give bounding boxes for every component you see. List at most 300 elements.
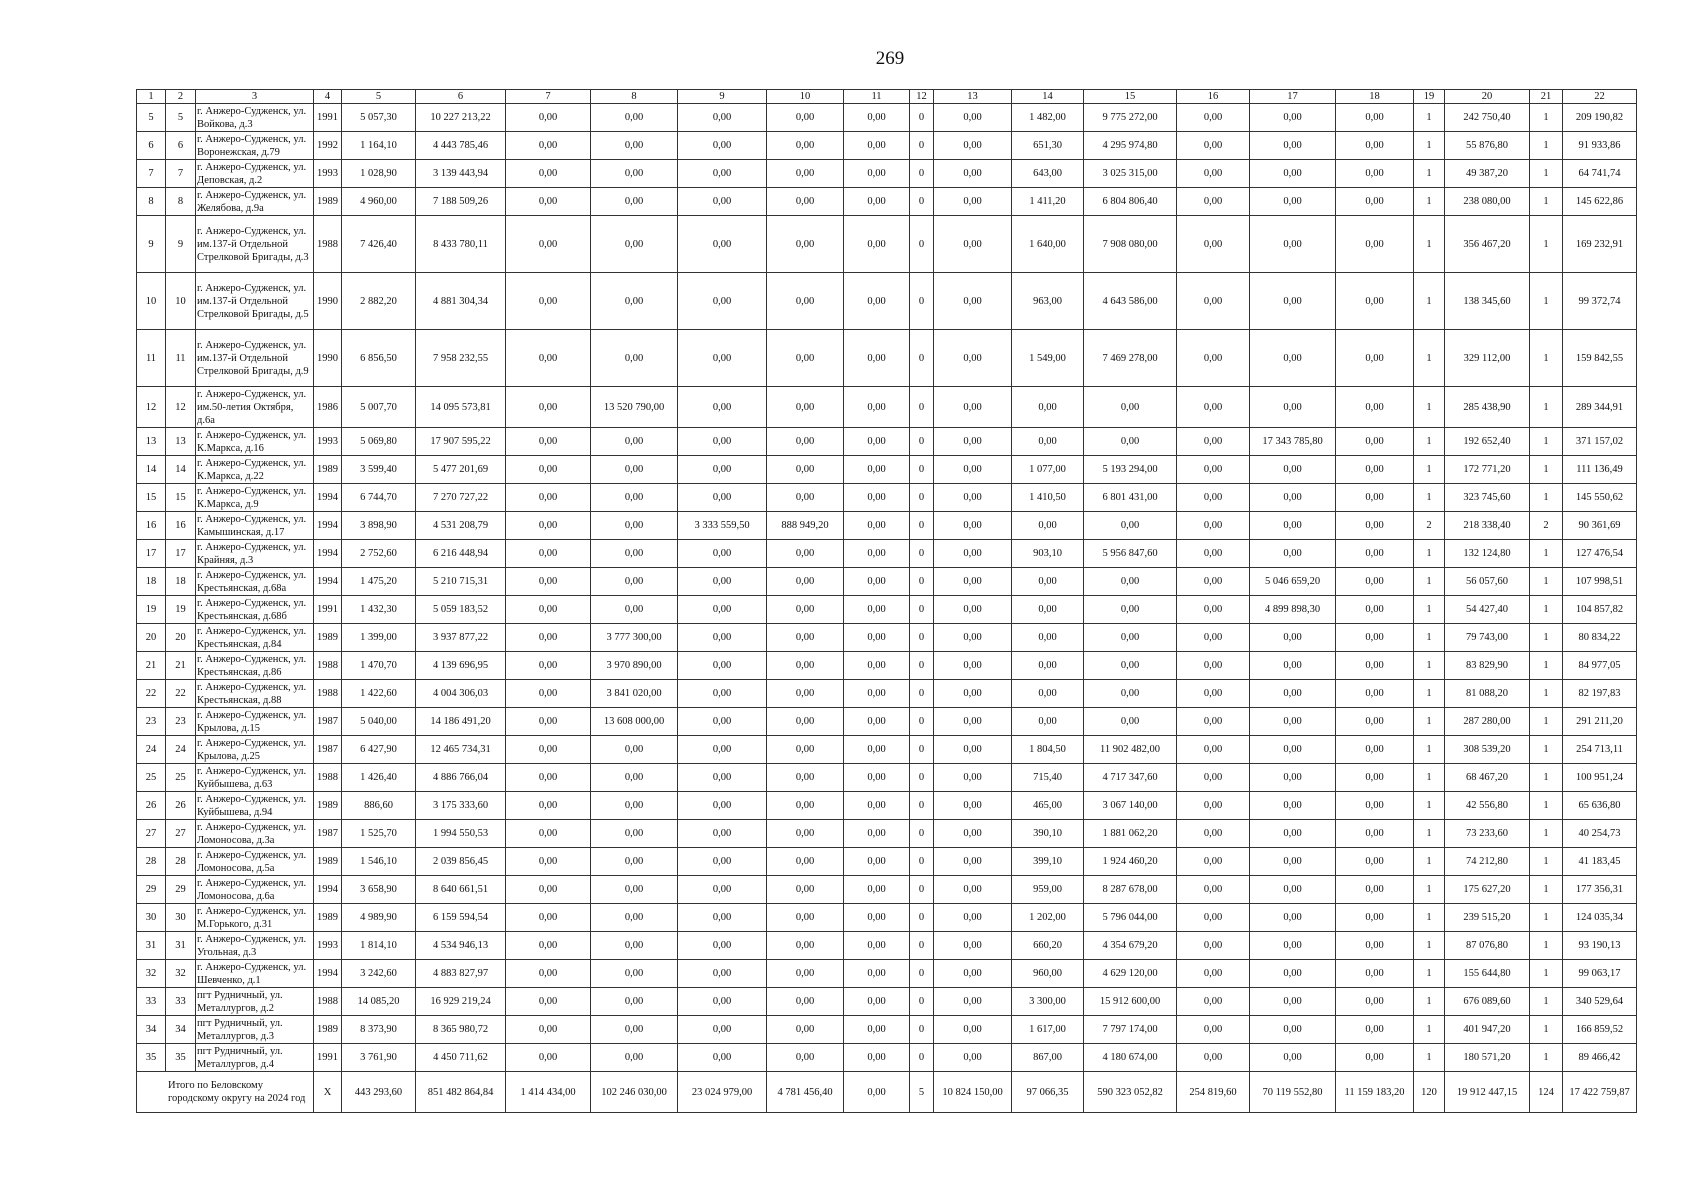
table-row [137, 932, 1637, 960]
table-cell: 0,00 [767, 330, 844, 387]
table-cell: 1 [1414, 932, 1445, 960]
table-cell: 0,00 [1250, 820, 1336, 848]
table-cell: 9 [137, 216, 166, 273]
table-cell: 9 [166, 216, 196, 273]
table-cell: 0,00 [844, 652, 910, 680]
table-cell: 0,00 [1177, 820, 1250, 848]
table-cell: 1990 [314, 273, 342, 330]
table-cell: 0,00 [506, 876, 591, 904]
table-cell: 1 399,00 [342, 624, 416, 652]
table-cell: 0,00 [591, 1016, 678, 1044]
table-cell: 5 193 294,00 [1084, 456, 1177, 484]
table-cell: 1 [1414, 652, 1445, 680]
table-cell: 4 989,90 [342, 904, 416, 932]
table-cell: 0,00 [678, 273, 767, 330]
table-cell: 0,00 [934, 988, 1012, 1016]
table-cell: 11 902 482,00 [1084, 736, 1177, 764]
table-cell: 390,10 [1012, 820, 1084, 848]
table-cell: 1 546,10 [342, 848, 416, 876]
total-cell: 254 819,60 [1177, 1072, 1250, 1113]
table-cell: 0,00 [767, 932, 844, 960]
table-cell: 0,00 [934, 820, 1012, 848]
table-cell: 0 [910, 188, 934, 216]
table-cell: 27 [166, 820, 196, 848]
table-cell: 4 534 946,13 [416, 932, 506, 960]
table-cell: 0,00 [934, 330, 1012, 387]
table-cell: 20 [166, 624, 196, 652]
table-cell: 1 [1530, 188, 1563, 216]
table-cell: 1 [1530, 104, 1563, 132]
table-cell: 308 539,20 [1445, 736, 1530, 764]
table-cell: 0,00 [1177, 680, 1250, 708]
table-cell: 1 [1414, 680, 1445, 708]
table-cell: 0 [910, 540, 934, 568]
table-cell: 12 465 734,31 [416, 736, 506, 764]
table-cell: 10 [166, 273, 196, 330]
table-cell: 0,00 [506, 568, 591, 596]
table-cell: 8 433 780,11 [416, 216, 506, 273]
table-cell: 254 713,11 [1563, 736, 1637, 764]
table-cell: 1 077,00 [1012, 456, 1084, 484]
table-cell: 15 [137, 484, 166, 512]
table-cell: 0,00 [1250, 652, 1336, 680]
column-header-20: 20 [1445, 90, 1530, 104]
table-cell: 7 908 080,00 [1084, 216, 1177, 273]
table-cell: 218 338,40 [1445, 512, 1530, 540]
table-cell: 0,00 [844, 568, 910, 596]
table-cell: 651,30 [1012, 132, 1084, 160]
table-cell: 24 [166, 736, 196, 764]
table-cell: 1991 [314, 1044, 342, 1072]
table-cell: 4 629 120,00 [1084, 960, 1177, 988]
table-cell: 1989 [314, 792, 342, 820]
address-cell: г. Анжеро-Судженск, ул. Угольная, д.3 [196, 932, 314, 960]
table-cell: 13 520 790,00 [591, 387, 678, 428]
table-cell: 7 426,40 [342, 216, 416, 273]
table-cell: 0,00 [506, 932, 591, 960]
table-cell: 401 947,20 [1445, 1016, 1530, 1044]
table-cell: 0,00 [767, 104, 844, 132]
table-cell: 22 [137, 680, 166, 708]
page-number: 269 [875, 48, 905, 69]
table-cell: 127 476,54 [1563, 540, 1637, 568]
table-row [137, 428, 1637, 456]
table-cell: 10 [137, 273, 166, 330]
table-cell: 73 233,60 [1445, 820, 1530, 848]
table-cell: 1 804,50 [1012, 736, 1084, 764]
table-cell: 0,00 [591, 792, 678, 820]
table-cell: 7 188 509,26 [416, 188, 506, 216]
table-cell: 0,00 [934, 652, 1012, 680]
table-cell: 1 [1530, 1016, 1563, 1044]
total-cell: 443 293,60 [342, 1072, 416, 1113]
table-row [137, 596, 1637, 624]
table-cell: 0,00 [1012, 596, 1084, 624]
table-cell: 399,10 [1012, 848, 1084, 876]
table-cell: 0,00 [1012, 512, 1084, 540]
table-cell: 0,00 [1177, 1044, 1250, 1072]
column-header-10: 10 [767, 90, 844, 104]
table-cell: 0,00 [1336, 764, 1414, 792]
table-cell: 13 [137, 428, 166, 456]
table-cell: 1994 [314, 484, 342, 512]
table-cell: 3 139 443,94 [416, 160, 506, 188]
table-cell: 3 333 559,50 [678, 512, 767, 540]
table-cell: 1 [1414, 216, 1445, 273]
table-cell: 0,00 [1336, 988, 1414, 1016]
table-cell: 29 [137, 876, 166, 904]
table-cell: 0,00 [591, 904, 678, 932]
table-cell: 0,00 [1250, 988, 1336, 1016]
table-cell: 0,00 [767, 624, 844, 652]
column-header-13: 13 [934, 90, 1012, 104]
table-cell: 238 080,00 [1445, 188, 1530, 216]
table-cell: 0,00 [844, 596, 910, 624]
table-cell: 0 [910, 960, 934, 988]
table-cell: 0,00 [767, 188, 844, 216]
table-cell: 6 804 806,40 [1084, 188, 1177, 216]
table-cell: 1986 [314, 387, 342, 428]
table-cell: 0,00 [678, 960, 767, 988]
column-header-19: 19 [1414, 90, 1445, 104]
table-cell: 4 960,00 [342, 188, 416, 216]
table-cell: 42 556,80 [1445, 792, 1530, 820]
table-cell: 0,00 [1336, 736, 1414, 764]
table-cell: 0,00 [1336, 456, 1414, 484]
table-cell: 0,00 [1336, 330, 1414, 387]
table-cell: 1 [1414, 387, 1445, 428]
table-cell: 0,00 [506, 216, 591, 273]
table-cell: 8 373,90 [342, 1016, 416, 1044]
table-cell: 0,00 [506, 652, 591, 680]
table-cell: 19 [166, 596, 196, 624]
table-cell: 0,00 [1177, 652, 1250, 680]
table-cell: 55 876,80 [1445, 132, 1530, 160]
table-cell: 0,00 [1177, 792, 1250, 820]
table-cell: 287 280,00 [1445, 708, 1530, 736]
table-cell: 0,00 [591, 484, 678, 512]
table-cell: 11 [166, 330, 196, 387]
address-cell: г. Анжеро-Судженск, ул. Крестьянская, д.86 [196, 652, 314, 680]
total-cell: 10 824 150,00 [934, 1072, 1012, 1113]
table-cell: 0,00 [767, 596, 844, 624]
table-cell: 0,00 [934, 188, 1012, 216]
table-cell: 0,00 [506, 736, 591, 764]
table-cell: 0,00 [1177, 1016, 1250, 1044]
table-cell: 0,00 [844, 792, 910, 820]
table-cell: 80 834,22 [1563, 624, 1637, 652]
table-cell: 0,00 [1250, 216, 1336, 273]
table-cell: 0,00 [1084, 512, 1177, 540]
table-cell: 1989 [314, 456, 342, 484]
table-cell: 1 [1530, 596, 1563, 624]
table-cell: 0 [910, 160, 934, 188]
address-cell: пгт Рудничный, ул. Металлургов, д.4 [196, 1044, 314, 1072]
table-cell: 0,00 [1177, 330, 1250, 387]
table-cell: 1988 [314, 216, 342, 273]
table-cell: 0,00 [1084, 680, 1177, 708]
table-cell: 465,00 [1012, 792, 1084, 820]
table-cell: 17 [166, 540, 196, 568]
table-cell: 138 345,60 [1445, 273, 1530, 330]
table-cell: 0,00 [678, 330, 767, 387]
table-cell: 5 007,70 [342, 387, 416, 428]
table-row [137, 512, 1637, 540]
table-cell: 5 046 659,20 [1250, 568, 1336, 596]
table-cell: 0,00 [844, 848, 910, 876]
table-cell: 1989 [314, 624, 342, 652]
table-cell: 0 [910, 820, 934, 848]
table-cell: 0,00 [1250, 387, 1336, 428]
table-cell: 14 186 491,20 [416, 708, 506, 736]
table-cell: 1 [1530, 160, 1563, 188]
table-row [137, 792, 1637, 820]
table-cell: 8 [166, 188, 196, 216]
table-cell: 0,00 [844, 764, 910, 792]
table-row [137, 330, 1637, 387]
total-cell: 1 414 434,00 [506, 1072, 591, 1113]
table-cell: 371 157,02 [1563, 428, 1637, 456]
table-cell: 0,00 [767, 904, 844, 932]
table-cell: 1 640,00 [1012, 216, 1084, 273]
table-cell: 2 [1414, 512, 1445, 540]
table-cell: 74 212,80 [1445, 848, 1530, 876]
table-cell: 0,00 [678, 932, 767, 960]
table-cell: 0,00 [591, 104, 678, 132]
table-cell: 0,00 [1084, 568, 1177, 596]
table-cell: 6 744,70 [342, 484, 416, 512]
table-cell: 17 [137, 540, 166, 568]
table-cell: 4 139 696,95 [416, 652, 506, 680]
table-cell: 0,00 [767, 484, 844, 512]
table-cell: 1991 [314, 596, 342, 624]
table-cell: 0,00 [844, 876, 910, 904]
table-cell: 1 [1414, 988, 1445, 1016]
table-cell: 0,00 [844, 708, 910, 736]
column-header-14: 14 [1012, 90, 1084, 104]
table-cell: 0,00 [1012, 652, 1084, 680]
table-cell: 0 [910, 568, 934, 596]
table-cell: 0,00 [934, 764, 1012, 792]
table-cell: 8 287 678,00 [1084, 876, 1177, 904]
table-cell: 1 410,50 [1012, 484, 1084, 512]
table-cell: 0,00 [506, 624, 591, 652]
table-cell: 0 [910, 1044, 934, 1072]
table-cell: 0,00 [506, 387, 591, 428]
table-cell: 0,00 [1250, 512, 1336, 540]
table-cell: 20 [137, 624, 166, 652]
table-cell: 3 761,90 [342, 1044, 416, 1072]
table-cell: 0,00 [1177, 456, 1250, 484]
table-cell: 4 443 785,46 [416, 132, 506, 160]
table-cell: 0,00 [1336, 1044, 1414, 1072]
table-cell: 0,00 [844, 216, 910, 273]
table-cell: 0,00 [506, 1044, 591, 1072]
table-cell: 166 859,52 [1563, 1016, 1637, 1044]
table-cell: 0,00 [506, 512, 591, 540]
table-cell: 1994 [314, 876, 342, 904]
table-cell: 0,00 [591, 820, 678, 848]
table-cell: 0,00 [1336, 792, 1414, 820]
table-cell: 0 [910, 932, 934, 960]
table-cell: 1 [1414, 624, 1445, 652]
column-header-9: 9 [678, 90, 767, 104]
address-cell: г. Анжеро-Судженск, ул. Ломоносова, д.5а [196, 848, 314, 876]
address-cell: г. Анжеро-Судженск, ул. Крайняя, д.3 [196, 540, 314, 568]
column-header-22: 22 [1563, 90, 1637, 104]
table-cell: 99 372,74 [1563, 273, 1637, 330]
table-cell: 0,00 [678, 848, 767, 876]
total-cell: 590 323 052,82 [1084, 1072, 1177, 1113]
table-cell: 1 [1414, 848, 1445, 876]
table-cell: 14 095 573,81 [416, 387, 506, 428]
table-cell: 0 [910, 273, 934, 330]
total-cell: 11 159 183,20 [1336, 1072, 1414, 1113]
table-cell: 0 [910, 680, 934, 708]
table-cell: 0,00 [506, 188, 591, 216]
table-cell: 1 [1414, 188, 1445, 216]
table-cell: 4 717 347,60 [1084, 764, 1177, 792]
table-cell: 0,00 [767, 160, 844, 188]
table-cell: 0,00 [506, 708, 591, 736]
table-cell: 1987 [314, 736, 342, 764]
table-cell: 0,00 [1177, 387, 1250, 428]
table-cell: 5 [166, 104, 196, 132]
table-cell: 18 [166, 568, 196, 596]
table-cell: 1 [1530, 848, 1563, 876]
table-cell: 2 [1530, 512, 1563, 540]
table-cell: 1 [1414, 568, 1445, 596]
table-cell: 0,00 [1250, 708, 1336, 736]
table-cell: 30 [137, 904, 166, 932]
table-row [137, 652, 1637, 680]
table-row [137, 1016, 1637, 1044]
table-cell: 0,00 [1177, 568, 1250, 596]
table-row [137, 960, 1637, 988]
table-cell: 5 477 201,69 [416, 456, 506, 484]
table-cell: 0 [910, 792, 934, 820]
table-cell: 6 [166, 132, 196, 160]
table-cell: 180 571,20 [1445, 1044, 1530, 1072]
table-cell: 107 998,51 [1563, 568, 1637, 596]
table-cell: 54 427,40 [1445, 596, 1530, 624]
table-cell: 0,00 [1336, 624, 1414, 652]
table-cell: 0 [910, 216, 934, 273]
table-cell: 0,00 [934, 428, 1012, 456]
table-cell: 6 [137, 132, 166, 160]
table-cell: 0 [910, 624, 934, 652]
address-cell: г. Анжеро-Судженск, ул. им.137-й Отдельной Стрелковой Бригады, д.5 [196, 273, 314, 330]
table-cell: 0,00 [678, 596, 767, 624]
table-cell: 1 164,10 [342, 132, 416, 160]
table-cell: 0,00 [506, 596, 591, 624]
table-cell: 3 777 300,00 [591, 624, 678, 652]
table-cell: 82 197,83 [1563, 680, 1637, 708]
table-cell: 0,00 [678, 216, 767, 273]
table-cell: 0,00 [1250, 273, 1336, 330]
table-cell: 0,00 [678, 792, 767, 820]
table-cell: 0,00 [844, 624, 910, 652]
table-cell: 104 857,82 [1563, 596, 1637, 624]
table-cell: 1993 [314, 160, 342, 188]
table-cell: 0,00 [1336, 132, 1414, 160]
table-cell: 0,00 [934, 387, 1012, 428]
column-header-5: 5 [342, 90, 416, 104]
table-cell: 888 949,20 [767, 512, 844, 540]
table-cell: 0,00 [591, 1044, 678, 1072]
total-cell: 851 482 864,84 [416, 1072, 506, 1113]
column-header-16: 16 [1177, 90, 1250, 104]
table-cell: 145 550,62 [1563, 484, 1637, 512]
table-cell: 0,00 [591, 932, 678, 960]
table-cell: 0,00 [1250, 484, 1336, 512]
column-header-17: 17 [1250, 90, 1336, 104]
address-cell: пгт Рудничный, ул. Металлургов, д.2 [196, 988, 314, 1016]
table-cell: 5 069,80 [342, 428, 416, 456]
table-cell: 15 912 600,00 [1084, 988, 1177, 1016]
table-cell: 0,00 [844, 387, 910, 428]
table-cell: 7 958 232,55 [416, 330, 506, 387]
table-cell: 0,00 [934, 456, 1012, 484]
table-cell: 1992 [314, 132, 342, 160]
table-cell: 0,00 [1012, 624, 1084, 652]
table-cell: 0,00 [767, 387, 844, 428]
table-cell: 1 [1530, 540, 1563, 568]
table-cell: 0,00 [767, 876, 844, 904]
table-cell: 0,00 [1177, 596, 1250, 624]
table-cell: 903,10 [1012, 540, 1084, 568]
table-cell: 111 136,49 [1563, 456, 1637, 484]
table-cell: 83 829,90 [1445, 652, 1530, 680]
table-row [137, 540, 1637, 568]
table-cell: 0,00 [1250, 876, 1336, 904]
table-cell: 3 658,90 [342, 876, 416, 904]
table-cell: 0,00 [678, 540, 767, 568]
table-cell: 1 [1414, 596, 1445, 624]
table-cell: 1994 [314, 540, 342, 568]
table-cell: 1 [1414, 792, 1445, 820]
table-cell: 32 [166, 960, 196, 988]
table-cell: 0,00 [678, 387, 767, 428]
table-cell: 0,00 [678, 904, 767, 932]
table-cell: 0,00 [591, 764, 678, 792]
table-cell: 13 608 000,00 [591, 708, 678, 736]
table-cell: 0,00 [934, 216, 1012, 273]
column-number-row [137, 90, 1637, 104]
table-cell: 0,00 [1336, 876, 1414, 904]
table-cell: 6 801 431,00 [1084, 484, 1177, 512]
table-cell: 0,00 [767, 988, 844, 1016]
table-cell: 1 [1530, 764, 1563, 792]
column-header-21: 21 [1530, 90, 1563, 104]
address-cell: г. Анжеро-Судженск, ул. им.137-й Отдельной Стрелковой Бригады, д.9 [196, 330, 314, 387]
table-cell: 1 [1414, 160, 1445, 188]
column-header-2: 2 [166, 90, 196, 104]
table-cell: 1 [1530, 330, 1563, 387]
table-cell: 0,00 [844, 188, 910, 216]
table-cell: 9 775 272,00 [1084, 104, 1177, 132]
address-cell: г. Анжеро-Судженск, ул. Шевченко, д.1 [196, 960, 314, 988]
column-header-15: 15 [1084, 90, 1177, 104]
address-cell: г. Анжеро-Судженск, ул. К.Маркса, д.9 [196, 484, 314, 512]
table-cell: 1988 [314, 988, 342, 1016]
table-cell: 0,00 [506, 428, 591, 456]
table-row [137, 876, 1637, 904]
table-cell: 1 028,90 [342, 160, 416, 188]
table-cell: 0,00 [1012, 708, 1084, 736]
table-cell: 1987 [314, 708, 342, 736]
address-cell: г. Анжеро-Судженск, ул. Ломоносова, д.6а [196, 876, 314, 904]
